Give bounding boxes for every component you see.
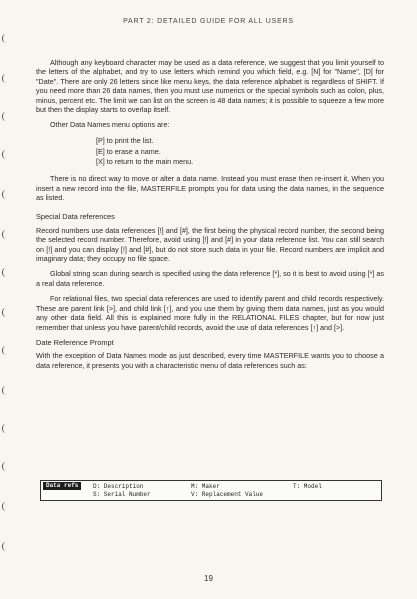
prompt-paragraph: With the exception of Data Names mode as just described, every time MASTERFILE wants you to choose a data reference, it presents you with a characteristic menu of data references such as:	[36, 351, 384, 370]
binding-ring	[2, 386, 8, 395]
menu-item-replacement-value: V: Replacement Value	[191, 490, 264, 498]
data-refs-menu	[40, 480, 382, 501]
record-numbers-paragraph: Record numbers use data references [!] and [#], the first being the physical record number, the second being the selected record number. Therefore, avoid using [!] and [#] in your data reference list. You can still search on [!] and you can display [!] and [#], but do not store such data in your file. Record numbers are implicit and imaginary data; they occupy no file space.	[36, 225, 384, 264]
binding-ring	[2, 462, 8, 471]
menu-item-description: D: Description	[93, 483, 144, 490]
binding-ring	[2, 308, 8, 317]
relational-paragraph: For relational files, two special data references are used to identify parent and child records respectively. These are parent link [>], and child link [↑], and you use them by giving them data names, just as you would any other data field. All this is explained more fully in the RELATIONAL FILES chapter, but for now just remember that unless you have parent/child records, avoid the use of data references [↑] and [>].	[36, 294, 384, 332]
global-scan-paragraph: Global string scan during search is specified using the data reference [*], so it is best to avoid using [*] as a real data reference.	[36, 269, 384, 288]
options-intro: Other Data Names menu options are:	[50, 120, 170, 130]
binding-ring	[2, 190, 8, 199]
binding-ring	[2, 502, 8, 511]
intro-paragraph: Although any keyboard character may be used as a data reference, we suggest that you limit yourself to the letters of the alphabet, and try to use letters which remind you which field, e.g. [N] for "Name", [D] for "Date". There are only 26 letters since like menu keys, the data reference alphabet is regardless of SHIFT. If you need more than 26 data names, then you must use numerics or the special symbols such as colon, plus, minus, percent etc. The limit we can list on the screen is 48 data names; it is possible to squeeze a few more but then the display starts to overlap itself.	[36, 58, 384, 115]
binding-ring	[2, 230, 8, 239]
running-header: PART 2: DETAILED GUIDE FOR ALL USERS	[123, 18, 294, 25]
page-body	[36, 58, 384, 376]
section-heading-special: Special Data references	[36, 212, 115, 222]
option-return: [X] to return to the main menu.	[96, 157, 194, 167]
insert-paragraph: There is no direct way to move or alter a data name. Instead you must erase then re-insert it. When you insert a new record into the file, MASTERFILE prompts you for data using the data names, in the sequence as listed.	[36, 174, 384, 203]
binding-ring	[2, 424, 8, 433]
option-erase: [E] to erase a name.	[96, 146, 161, 156]
binding-ring	[2, 112, 8, 121]
options-list	[36, 136, 384, 168]
menu-item-serial-number: S: Serial Number	[93, 490, 151, 498]
page-number: 19	[204, 574, 213, 583]
option-print: [P] to print the list.	[96, 135, 154, 145]
menu-item-maker: M: Maker	[191, 483, 220, 490]
binding-ring	[2, 268, 8, 277]
binding-ring	[2, 74, 8, 83]
binding-ring	[2, 346, 8, 355]
section-heading-prompt: Date Reference Prompt	[36, 337, 114, 347]
binding-ring	[2, 542, 8, 551]
menu-label: Data refs	[43, 482, 81, 490]
menu-item-model: T: Model	[293, 483, 322, 490]
binding-ring	[2, 34, 8, 43]
binding-ring	[2, 150, 8, 159]
